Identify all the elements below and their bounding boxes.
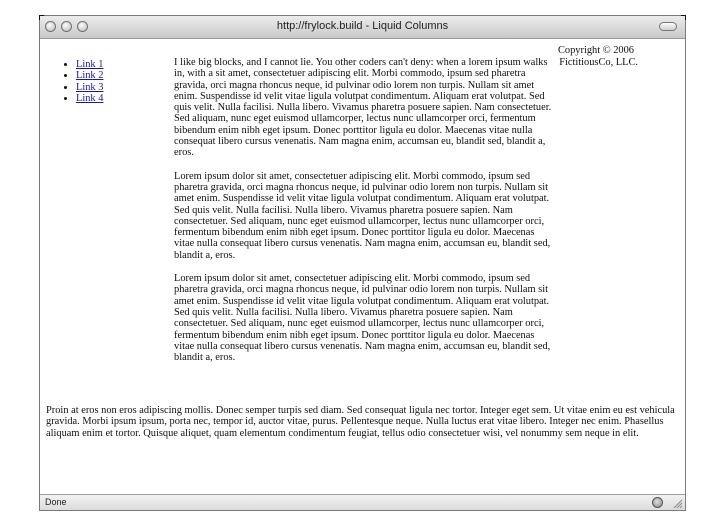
nav-link-4[interactable]: Link 4 (76, 92, 104, 104)
copyright-text: Copyright © 2006 (557, 45, 634, 56)
nav-item (76, 59, 103, 70)
nav-list (62, 59, 103, 104)
status-bar (40, 494, 685, 510)
main-column (174, 57, 555, 375)
main-paragraph: Lorem ipsum dolor sit amet, consectetuer adipiscing elit. Morbi commodo, ipsum sed pharetra gravida, orci magna rhoncus neque, id pulvinar odio lorem non turpis. Nullam sit amet enim. Suspendisse id velit vitae ligula volutpat condimentum. Aliquam erat volutpat. Sed quis velit. Nulla facilisi. Nulla libero. Vivamus pharetra posuere sapien. Nam consectetuer. Sed aliquam, nunc eget euismod ullamcorper, lectus nunc ullamcorper orci, fermentum bibendum enim nibh eget ipsum. Donec porttitor ligula eu dolor. Maecenas vitae nulla consequat libero cursus venenatis. Nam magna enim, accumsan eu, blandit sed, blandit a, eros. (174, 170, 551, 261)
main-paragraph: Lorem ipsum dolor sit amet, consectetuer adipiscing elit. Morbi commodo, ipsum sed pharetra gravida, orci magna rhoncus neque, id pulvinar odio lorem non turpis. Nullam sit amet enim. Suspendisse id velit vitae ligula volutpat condimentum. Aliquam erat volutpat. Sed quis velit. Nulla facilisi. Nulla libero. Vivamus pharetra posuere sapien. Nam consectetuer. Sed aliquam, nunc eget euismod ullamcorper, lectus nunc ullamcorper orci, fermentum bibendum enim nibh eget ipsum. Donec porttitor ligula eu dolor. Maecenas vitae nulla consequat libero cursus venenatis. Nam magna enim, accumsan eu, blandit sed, blandit a, eros. (174, 273, 551, 364)
nav-link-3[interactable]: Link 3 (76, 81, 104, 93)
browser-window (39, 15, 686, 511)
nav-item (76, 70, 103, 81)
title-bar[interactable] (40, 16, 685, 39)
nav-link-1[interactable]: Link 1 (76, 59, 104, 70)
page-content (40, 39, 685, 494)
nav-item (76, 93, 103, 104)
nav-item (76, 82, 103, 93)
nav-link-2[interactable]: Link 2 (76, 70, 104, 82)
window-title: http://frylock.build - Liquid Columns (276, 20, 449, 32)
security-icon[interactable] (652, 497, 663, 508)
toolbar-toggle-icon[interactable] (659, 22, 677, 31)
status-text: Done (45, 497, 67, 507)
footer-paragraph: Proin at eros non eros adipiscing mollis. Donec semper turpis sed diam. Sed consequat ligula nec tortor. Integer eget sem. Ut vitae enim eu est vehicula gravida. Morbi ipsum ipsum, porta nec, tempor id, auctor vitae, purus. Pellentesque neque. Nulla luctus erat vitae libero. Integer nec enim. Phasellus aliquam enim et tortor. Quisque aliquet, quam elementum condimentum feugiat, tellus odio consectetuer wisi, vel nonummy sem neque in elit. (46, 405, 675, 439)
main-paragraph: I like big blocks, and I cannot lie. You other coders can't deny: when a lorem ipsum walks in, with a sit amet, consectetuer adipiscing elit. Morbi commodo, ipsum sed pharetra gravida, orci magna rhoncus neque, id pulvinar odio lorem non turpis. Nullam sit amet enim. Suspendisse id velit vitae ligula volutpat condimentum. Aliquam erat volutpat. Sed quis velit. Nulla facilisi. Nulla libero. Vivamus pharetra posuere sapien. Nam consectetuer. Sed aliquam, nunc eget euismod ullamcorper, lectus nunc ullamcorper orci, fermentum bibendum enim nibh eget ipsum. Donec porttitor ligula eu dolor. Maecenas vitae nulla consequat libero cursus venenatis. Nam magna enim, accumsan eu, blandit sed, blandit a, eros. (174, 57, 552, 159)
resize-grip-icon[interactable] (672, 498, 683, 509)
company-name: FictitiousCo, LLC. (559, 57, 638, 68)
